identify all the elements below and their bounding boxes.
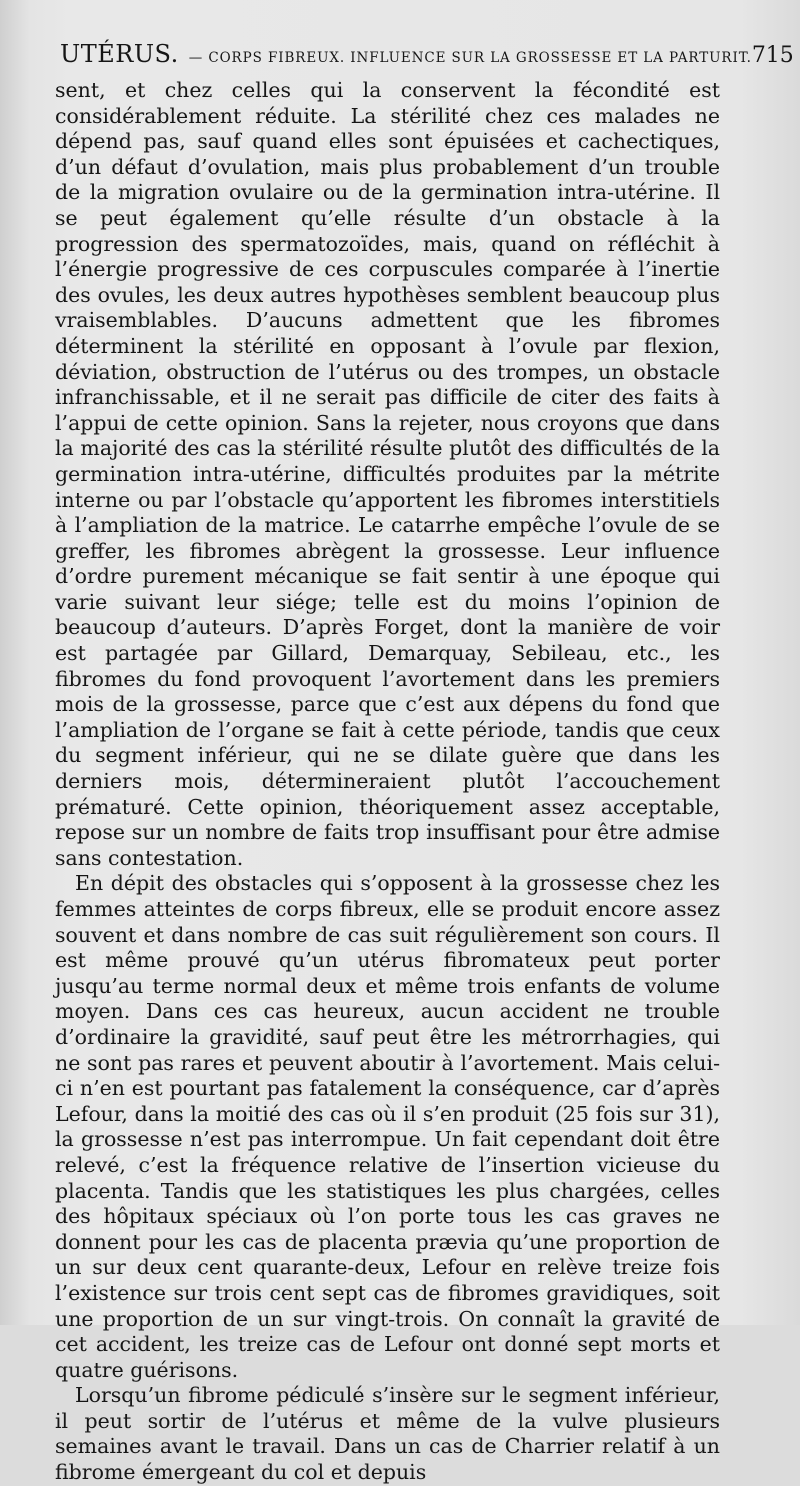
paragraph: sent, et chez celles qui la conservent la fécondité est considérablement réduite. La stérilité chez ces malades ne dépend pas, sauf quand elles sont épuisées et cachectiques, d’un défaut d’ovulation, mais plus probablement d’un trouble de la migration ovulaire ou de la germination intra-utérine. Il se peut également qu’elle résulte d’un obstacle à la progression des spermatozoïdes, mais, quand on réfléchit à l’énergie progressive de ces corpuscules comparée à l’inertie des ovules, les deux autres hypothèses semblent beaucoup plus vraisemblables. D’aucuns admettent que les fibromes déterminent la stérilité en opposant à l’ovule par flexion, déviation, obstruction de l’utérus ou des trompes, un obstacle infranchissable, et il ne serait pas difficile de citer des faits à l’appui de cette opinion. Sans la rejeter, nous croyons que dans la majorité des cas la stérilité résulte plutôt des difficultés de la germination intra-utérine, difficultés produites par la métrite interne ou par l’obstacle qu’apportent les fibromes interstitiels à l’ampliation de la matrice. Le catarrhe empêche l’ovule de se greffer, les fibromes abrègent la grossesse. Leur influence d’ordre purement mécanique se fait sentir à une époque qui varie suivant leur siége; telle est du moins l’opinion de beaucoup d’auteurs. D’après Forget, dont la manière de voir est partagée par Gillard, Demarquay, Sebileau, etc., les fibromes du fond provoquent l’avortement dans les premiers mois de la grossesse, parce que c’est aux dépens du fond que l’ampliation de l’organe se fait à cette période, tandis que ceux du segment inférieur, qui ne se dilate guère que dans les derniers mois, détermineraient plutôt l’accouchement prématuré. Cette opinion, théoriquement assez acceptable, repose sur un nombre de faits trop insuffisant pour être admise sans contestation. (55, 78, 720, 870)
running-title: UTÉRUS. (60, 40, 179, 68)
paragraph: En dépit des obstacles qui s’opposent à la grossesse chez les femmes atteintes de corps fibreux, elle se produit encore assez souvent et dans nombre de cas suit régulièrement son cours. Il est même prouvé qu’un utérus fibromateux peut porter jusqu’au terme normal deux et même trois enfants de volume moyen. Dans ces cas heureux, aucun accident ne trouble d’ordinaire la gravidité, sauf peut être les métrorrhagies, qui ne sont pas rares et peuvent aboutir à l’avortement. Mais celui-ci n’en est pourtant pas fatalement la conséquence, car d’après Lefour, dans la moitié des cas où il s’en produit (25 fois sur 31), la grossesse n’est pas interrompue. Un fait cependant doit être relevé, c’est la fréquence relative de l’insertion vicieuse du placenta. Tandis que les statistiques les plus chargées, celles des hôpitaux spéciaux où l’on porte tous les cas graves ne donnent pour les cas de placenta prævia qu’une proportion de un sur deux cent quarante-deux, Lefour en relève treize fois l’existence sur trois cent sept cas de fibromes gravidiques, soit une proportion de un sur vingt-trois. On connaît la gravité de cet accident, les treize cas de Lefour ont donné sept morts et quatre guérisons. (55, 871, 720, 1382)
paragraph: Lorsqu’un fibrome pédiculé s’insère sur le segment inférieur, il peut sortir de l’utérus et même de la vulve plusieurs semaines avant le travail. Dans un cas de Charrier relatif à un fibrome émergeant du col et depuis (55, 1383, 720, 1485)
page-body (55, 78, 720, 1486)
section-title: — CORPS FIBREUX. INFLUENCE SUR LA GROSSESSE ET LA PARTURIT. (188, 50, 752, 66)
page-header (60, 40, 794, 76)
header-titles (60, 40, 752, 68)
page-number: 715 (751, 43, 794, 68)
